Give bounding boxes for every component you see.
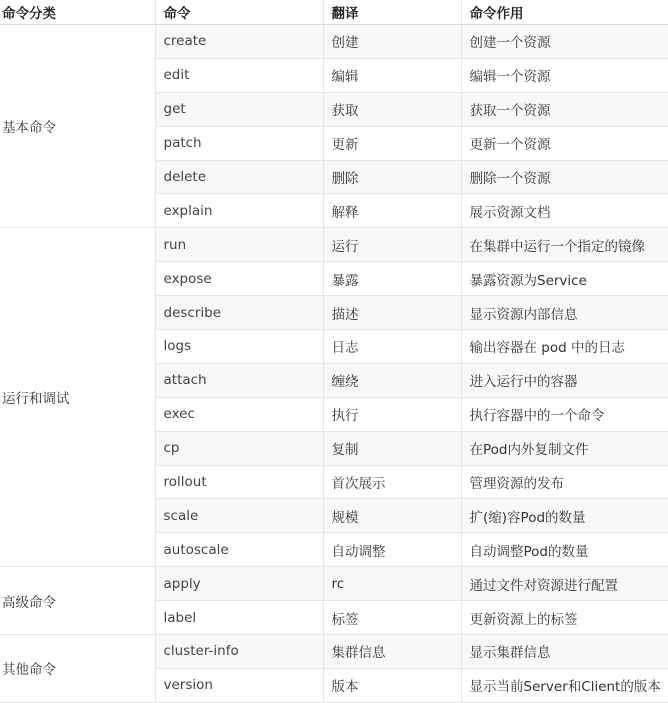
description-cell: 显示资源内部信息 [461,296,668,330]
translation-cell: 标签 [323,601,461,635]
header-command: 命令 [155,0,323,25]
description-cell: 扩(缩)容Pod的数量 [461,499,668,533]
description-cell: 展示资源文档 [461,194,668,228]
command-cell: scale [155,499,323,533]
command-cell: run [155,228,323,262]
command-cell: edit [155,58,323,92]
command-cell: logs [155,330,323,364]
translation-cell: 日志 [323,330,461,364]
command-cell: autoscale [155,533,323,567]
category-cell: 高级命令 [0,567,155,635]
command-cell: label [155,601,323,635]
description-cell: 暴露资源为Service [461,262,668,296]
table-row [0,567,668,601]
command-cell: apply [155,567,323,601]
translation-cell: rc [323,567,461,601]
translation-cell: 更新 [323,126,461,160]
description-cell: 通过文件对资源进行配置 [461,567,668,601]
category-cell: 运行和调试 [0,228,155,567]
description-cell: 管理资源的发布 [461,465,668,499]
command-cell: cluster-info [155,635,323,669]
command-cell: cp [155,431,323,465]
translation-cell: 描述 [323,296,461,330]
description-cell: 删除一个资源 [461,160,668,194]
table-body [0,25,668,703]
translation-cell: 缠绕 [323,363,461,397]
description-cell: 显示当前Server和Client的版本 [461,668,668,702]
command-cell: create [155,25,323,59]
category-cell: 其他命令 [0,635,155,703]
translation-cell: 暴露 [323,262,461,296]
table-row [0,25,668,59]
translation-cell: 获取 [323,92,461,126]
header-category: 命令分类 [0,0,155,25]
command-cell: expose [155,262,323,296]
header-translation: 翻译 [323,0,461,25]
translation-cell: 版本 [323,668,461,702]
description-cell: 执行容器中的一个命令 [461,397,668,431]
command-cell: describe [155,296,323,330]
description-cell: 在Pod内外复制文件 [461,431,668,465]
command-cell: version [155,668,323,702]
table-row [0,635,668,669]
description-cell: 更新一个资源 [461,126,668,160]
translation-cell: 集群信息 [323,635,461,669]
header-description: 命令作用 [461,0,668,25]
description-cell: 获取一个资源 [461,92,668,126]
translation-cell: 复制 [323,431,461,465]
command-cell: rollout [155,465,323,499]
translation-cell: 删除 [323,160,461,194]
command-cell: delete [155,160,323,194]
translation-cell: 首次展示 [323,465,461,499]
command-cell: patch [155,126,323,160]
translation-cell: 创建 [323,25,461,59]
translation-cell: 解释 [323,194,461,228]
description-cell: 在集群中运行一个指定的镜像 [461,228,668,262]
description-cell: 显示集群信息 [461,635,668,669]
description-cell: 自动调整Pod的数量 [461,533,668,567]
translation-cell: 编辑 [323,58,461,92]
translation-cell: 规模 [323,499,461,533]
command-cell: attach [155,363,323,397]
category-cell: 基本命令 [0,25,155,228]
header-row [0,0,668,25]
table-row [0,228,668,262]
description-cell: 创建一个资源 [461,25,668,59]
translation-cell: 自动调整 [323,533,461,567]
translation-cell: 运行 [323,228,461,262]
command-cell: get [155,92,323,126]
description-cell: 输出容器在 pod 中的日志 [461,330,668,364]
description-cell: 更新资源上的标签 [461,601,668,635]
description-cell: 编辑一个资源 [461,58,668,92]
translation-cell: 执行 [323,397,461,431]
command-cell: exec [155,397,323,431]
description-cell: 进入运行中的容器 [461,363,668,397]
command-cell: explain [155,194,323,228]
